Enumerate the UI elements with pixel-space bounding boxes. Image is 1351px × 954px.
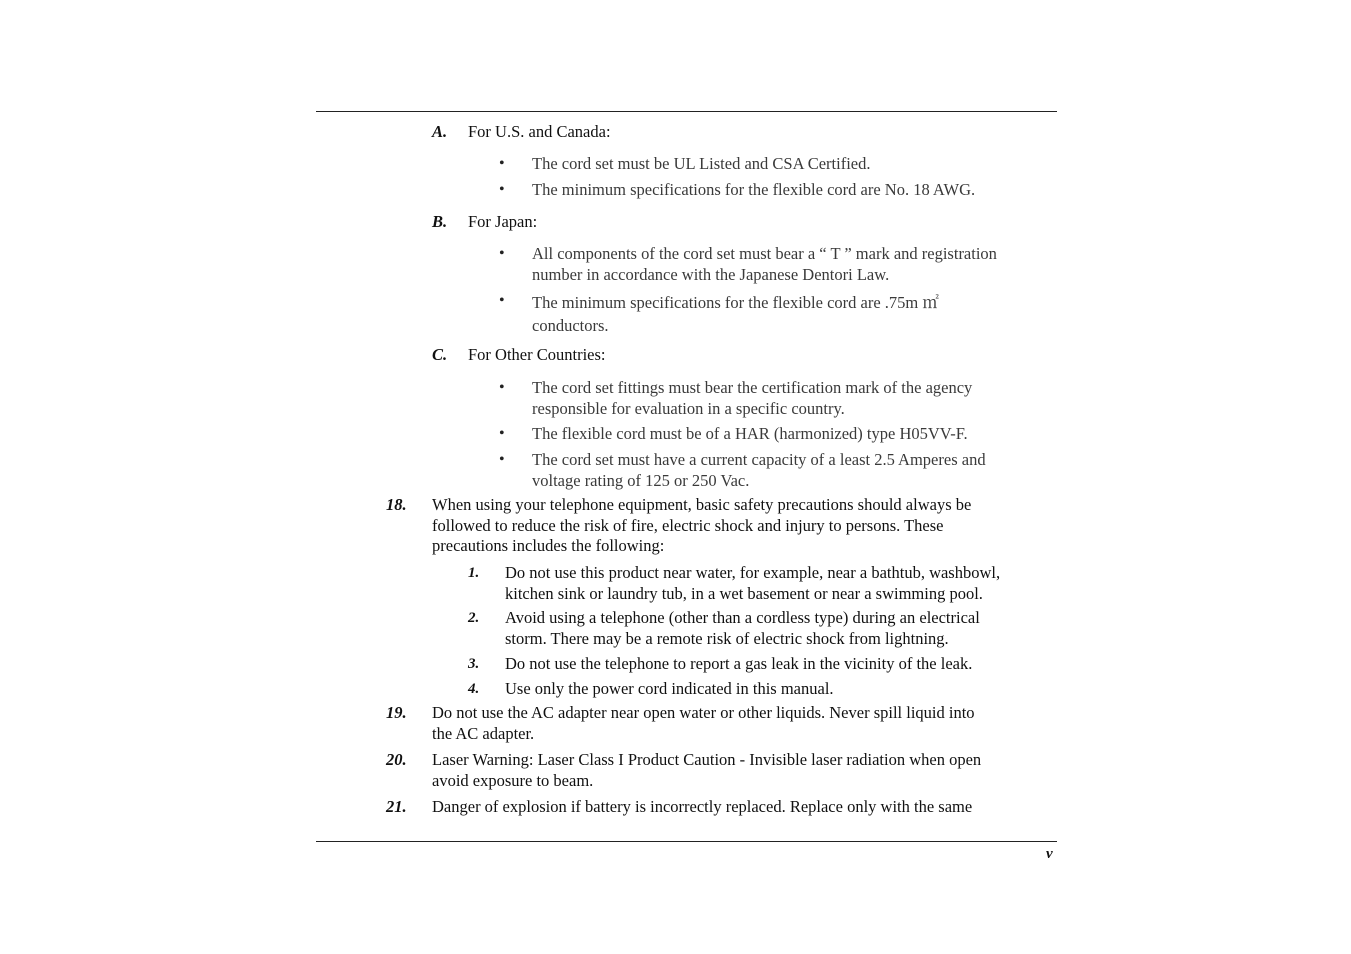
bullet-item: The minimum specifications for the flexible cord are No. 18 AWG. — [532, 180, 976, 199]
subitem-text: Do not use this product near water, for example, near a bathtub, washbowl, kitchen sink or laundry tub, in a wet basement or near a swimming pool. — [505, 563, 1001, 603]
subitem-number: 4. — [468, 681, 480, 697]
bullet-dot — [499, 450, 505, 471]
item-18-number: 18. — [386, 495, 407, 514]
item-21-number: 21. — [386, 797, 407, 816]
subitem-text: Avoid using a telephone (other than a cordless type) during an electrical storm. There may be a remote risk of electric shock from lightning. — [505, 608, 980, 648]
bullet-dot — [499, 244, 505, 265]
subitem-number: 3. — [468, 656, 480, 672]
bullet-dot — [499, 424, 505, 445]
bullet-dot — [499, 180, 505, 201]
item-19-number: 19. — [386, 703, 407, 722]
section-b-heading: For Japan: — [468, 212, 538, 231]
footer-rule — [316, 841, 1057, 842]
item-21-text: Danger of explosion if battery is incorrectly replaced. Replace only with the same — [432, 797, 973, 816]
section-a-marker: A. — [432, 122, 448, 141]
bullet-item: The cord set fittings must bear the certification mark of the agency responsible for evaluation in a specific country. — [532, 378, 973, 418]
section-c-heading: For Other Countries: — [468, 345, 606, 364]
subitem-number: 1. — [468, 565, 480, 581]
bullet-item: The minimum specifications for the flexible cord are .75m ㎡ conductors. — [532, 293, 939, 335]
subitem-text: Use only the power cord indicated in this manual. — [505, 679, 834, 698]
section-a-heading: For U.S. and Canada: — [468, 122, 611, 141]
bullet-dot — [499, 154, 505, 175]
bullet-item: All components of the cord set must bear a “ T ” mark and registration number in accordance with the Japanese Dentori Law. — [532, 244, 997, 284]
subitem-text: Do not use the telephone to report a gas leak in the vicinity of the leak. — [505, 654, 973, 673]
item-18-text: When using your telephone equipment, basic safety precautions should always be followed to reduce the risk of fire, electric shock and injury to persons. These precautions includes the following: — [432, 495, 972, 555]
item-20-text: Laser Warning: Laser Class I Product Caution - Invisible laser radiation when open avoid exposure to beam. — [432, 750, 982, 790]
item-20-number: 20. — [386, 750, 407, 769]
bullet-item: The cord set must be UL Listed and CSA Certified. — [532, 154, 871, 173]
section-b-marker: B. — [432, 212, 448, 231]
subitem-number: 2. — [468, 610, 480, 626]
section-c-marker: C. — [432, 345, 448, 364]
page-number: v — [1046, 846, 1053, 862]
bullet-item: The flexible cord must be of a HAR (harmonized) type H05VV-F. — [532, 424, 968, 443]
header-rule — [316, 111, 1057, 112]
bullet-item: The cord set must have a current capacity of a least 2.5 Amperes and voltage rating of 125 or 250 Vac. — [532, 450, 986, 490]
item-19-text: Do not use the AC adapter near open water or other liquids. Never spill liquid into the AC adapter. — [432, 703, 975, 743]
bullet-dot — [499, 378, 505, 399]
bullet-dot — [499, 291, 505, 312]
